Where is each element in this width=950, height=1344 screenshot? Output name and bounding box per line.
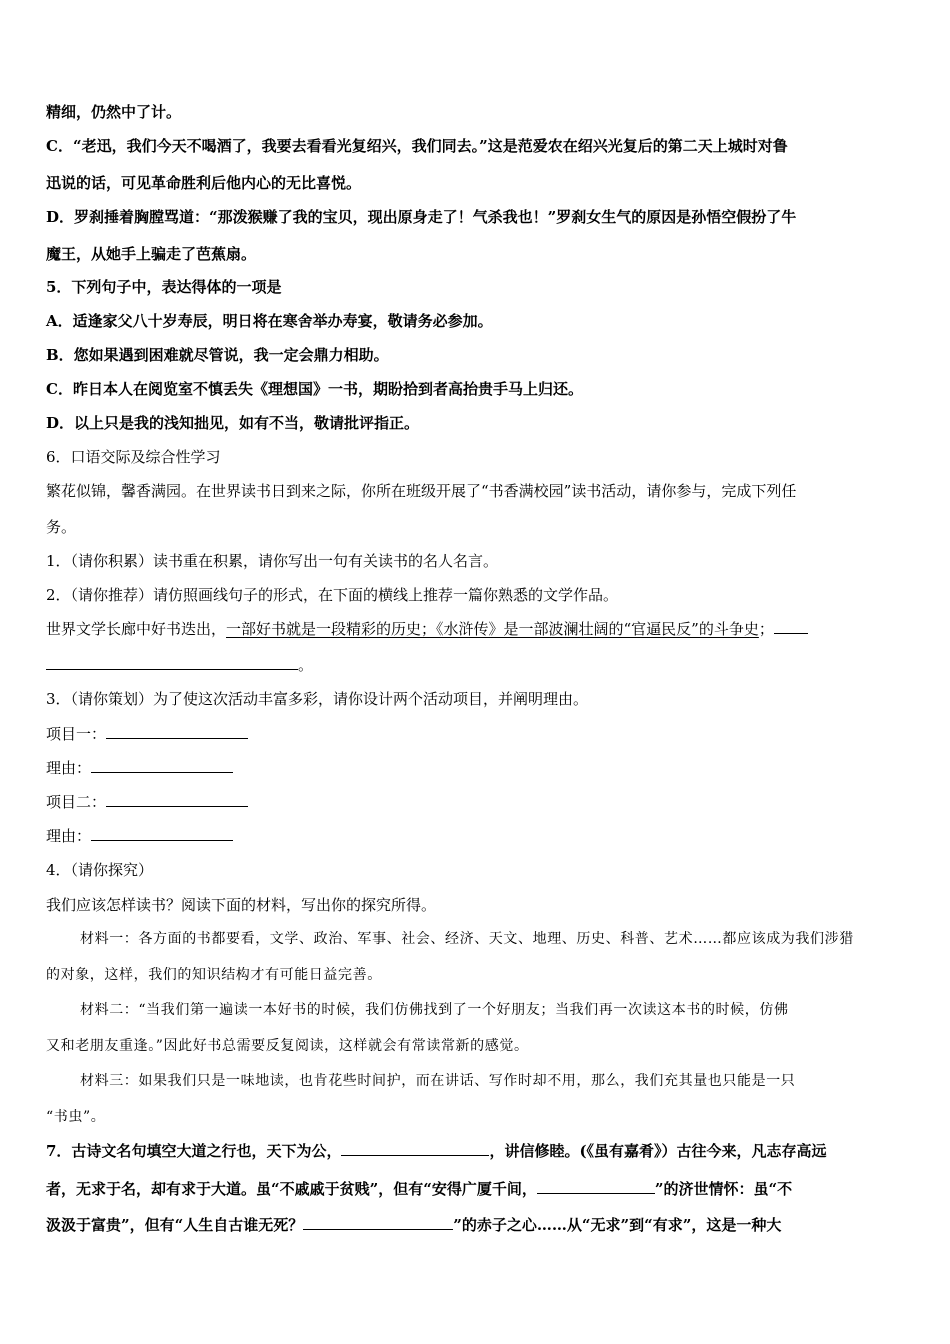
q7-text: 汲汲于富贵”，但有“人生自古谁无死？ — [46, 1216, 304, 1234]
project-2-row — [46, 792, 248, 812]
answer-end: 。 — [298, 656, 314, 674]
material-3-cont: “书虫”。 — [46, 1109, 106, 1125]
material-1-cont: 的对象，这样，我们的知识结构才有可能日益完善。 — [46, 967, 382, 983]
reason-1-label: 理由： — [46, 759, 92, 777]
q7-text: ，讲信修睦。(《虽有嘉肴》）古往今来，凡志存高远 — [489, 1142, 827, 1160]
subtask-4: 4．（请你探究） — [46, 861, 154, 879]
material-2: 材料二：“当我们第一遍读一本好书的时候，我们仿佛找到了一个好朋友；当我们再一次读这本书的时候，仿佛 — [80, 1002, 789, 1018]
q7-blank-2[interactable] — [537, 1179, 655, 1194]
answer-blank[interactable] — [774, 619, 808, 634]
subtask-2-example — [46, 619, 808, 639]
project-1-blank[interactable] — [106, 724, 248, 739]
question-5-option-c: C．昨日本人在阅览室不慎丢失《理想国》一书，期盼拾到者高抬贵手马上归还。 — [46, 380, 583, 398]
reason-2-label: 理由： — [46, 827, 92, 845]
project-2-blank[interactable] — [106, 792, 248, 807]
question-5: 5．下列句子中，表达得体的一项是 — [46, 278, 282, 296]
q7-text: ”的济世情怀：虽“不 — [654, 1180, 793, 1198]
question-7 — [46, 1141, 827, 1161]
q7-blank-1[interactable] — [341, 1141, 489, 1156]
question-7-cont — [46, 1215, 781, 1235]
project-2-label: 项目二： — [46, 793, 107, 811]
question-6: 6．口语交际及综合性学习 — [46, 448, 221, 466]
material-1: 材料一：各方面的书都要看，文学、政治、军事、社会、经济、天文、地理、历史、科普、艺术……都应该成为我们涉猎 — [80, 931, 854, 947]
reason-2-row — [46, 826, 233, 846]
option-c-line: C．“老迅，我们今天不喝酒了，我要去看看光复绍兴，我们同去。”这是范爱农在绍兴光复后的第二天上城时对鲁 — [46, 137, 788, 155]
subtask-4-intro: 我们应该怎样读书？阅读下面的材料，写出你的探究所得。 — [46, 896, 437, 914]
q7-blank-3[interactable] — [303, 1215, 453, 1230]
project-1-label: 项目一： — [46, 725, 107, 743]
q7-text: ”的赤子之心……从“无求”到“有求”，这是一种大 — [453, 1216, 782, 1234]
example-separator: ； — [758, 620, 774, 638]
question-7-cont — [46, 1179, 792, 1199]
answer-blank[interactable] — [46, 655, 298, 670]
question-6-intro: 繁花似锦，馨香满园。在世界读书日到来之际，你所在班级开展了“书香满校园”读书活动，请你参与，完成下列任 — [46, 482, 797, 500]
subtask-3: 3．（请你策划）为了使这次活动丰富多彩，请你设计两个活动项目，并阐明理由。 — [46, 690, 589, 708]
text-line: 迅说的话，可见革命胜利后他内心的无比喜悦。 — [46, 174, 362, 192]
material-3: 材料三：如果我们只是一味地读，也肯花些时间护，而在讲话、写作时却不用，那么，我们充其量也只能是一只 — [80, 1073, 796, 1089]
reason-1-row — [46, 758, 233, 778]
option-d-line: D．罗刹捶着胸膛骂道：“那泼猴赚了我的宝贝，现出原身走了！气杀我也！”罗刹女生气的原因是孙悟空假扮了牛 — [46, 208, 797, 226]
question-6-intro: 务。 — [46, 518, 77, 536]
text-line: 精细，仍然中了计。 — [46, 103, 182, 121]
subtask-1: 1．（请你积累）读书重在积累，请你写出一句有关读书的名人名言。 — [46, 552, 499, 570]
text-line: 魔王，从她手上骗走了芭蕉扇。 — [46, 245, 257, 263]
question-5-option-b: B．您如果遇到困难就尽管说，我一定会鼎力相助。 — [46, 346, 389, 364]
subtask-2-answer-line — [46, 655, 313, 675]
underlined-sentence: 一部好书就是一段精彩的历史；《水浒传》是一部波澜壮阔的“官逼民反”的斗争史 — [226, 620, 759, 638]
project-1-row — [46, 724, 248, 744]
subtask-2: 2．（请你推荐）请仿照画线句子的形式，在下面的横线上推荐一篇你熟悉的文学作品。 — [46, 586, 619, 604]
reason-2-blank[interactable] — [91, 826, 233, 841]
q7-text: 7．古诗文名句填空大道之行也，天下为公， — [46, 1142, 342, 1160]
question-5-option-a: A．适逢家父八十岁寿辰，明日将在寒舍举办寿宴，敬请务必参加。 — [46, 312, 493, 330]
q7-text: 者，无求于名，却有求于大道。虽“不戚戚于贫贱”，但有“安得广厦千间， — [46, 1180, 537, 1198]
material-2-cont: 又和老朋友重逢。”因此好书总需要反复阅读，这样就会有常读常新的感觉。 — [46, 1038, 529, 1054]
reason-1-blank[interactable] — [91, 758, 233, 773]
example-prefix: 世界文学长廊中好书迭出， — [46, 620, 227, 638]
question-5-option-d: D．以上只是我的浅知拙见，如有不当，敬请批评指正。 — [46, 414, 420, 432]
